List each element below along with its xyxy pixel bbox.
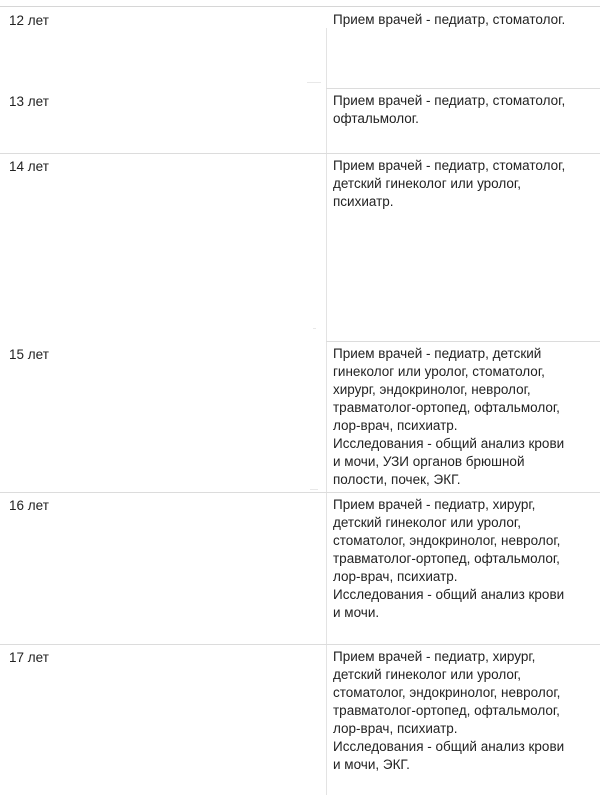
description-line: детский гинеколог или уролог,	[333, 515, 521, 530]
description-line: и мочи, УЗИ органов брюшной	[333, 454, 525, 469]
description-line: полости, почек, ЭКГ.	[333, 472, 461, 487]
description-cell	[333, 345, 588, 489]
description-line: Прием врачей - педиатр, стоматолог,	[333, 93, 566, 108]
age-cell: 12 лет	[9, 13, 49, 28]
row-divider	[0, 644, 600, 645]
description-line: травматолог-ортопед, офтальмолог,	[333, 400, 560, 415]
description-line: хирург, эндокринолог, невролог,	[333, 382, 531, 397]
description-line: Прием врачей - педиатр, стоматолог.	[333, 12, 566, 27]
description-line: Исследования - общий анализ крови	[333, 436, 565, 451]
scan-artifact	[310, 489, 318, 490]
description-line: офтальмолог.	[333, 111, 419, 126]
description-line: Исследования - общий анализ крови	[333, 739, 565, 754]
description-line: лор-врач, психиатр.	[333, 418, 458, 433]
description-line: травматолог-ортопед, офтальмолог,	[333, 703, 560, 718]
description-line: лор-врач, психиатр.	[333, 569, 458, 584]
row-divider	[0, 492, 600, 493]
scan-artifact	[313, 328, 316, 329]
description-line: стоматолог, эндокринолог, невролог,	[333, 533, 561, 548]
description-cell	[333, 11, 588, 29]
row-divider	[0, 153, 600, 154]
description-line: гинеколог или уролог, стоматолог,	[333, 364, 545, 379]
table-row	[0, 644, 600, 795]
description-line: детский гинеколог или уролог,	[333, 176, 521, 191]
description-line: Прием врачей - педиатр, стоматолог,	[333, 158, 566, 173]
description-line: детский гинеколог или уролог,	[333, 667, 521, 682]
table-row	[0, 492, 600, 644]
row-divider	[326, 88, 600, 89]
table-row	[0, 88, 600, 153]
age-cell: 17 лет	[9, 650, 49, 665]
age-cell: 16 лет	[9, 498, 49, 513]
description-line: стоматолог, эндокринолог, невролог,	[333, 685, 561, 700]
description-line: Исследования - общий анализ крови	[333, 587, 565, 602]
description-line: и мочи.	[333, 605, 380, 620]
age-cell: 15 лет	[9, 347, 49, 362]
table-row	[0, 153, 600, 341]
scan-artifact	[307, 82, 321, 83]
description-cell	[333, 157, 588, 211]
description-line: и мочи, ЭКГ.	[333, 757, 410, 772]
description-line: травматолог-ортопед, офтальмолог,	[333, 551, 560, 566]
description-line: Прием врачей - педиатр, хирург,	[333, 497, 536, 512]
row-divider	[326, 341, 600, 342]
description-cell	[333, 648, 588, 774]
description-line: Прием врачей - педиатр, детский	[333, 346, 542, 361]
description-cell	[333, 496, 588, 622]
age-cell: 14 лет	[9, 159, 49, 174]
table-row	[0, 341, 600, 492]
table-row	[0, 7, 600, 88]
age-cell: 13 лет	[9, 94, 49, 109]
description-cell	[333, 92, 588, 128]
description-line: лор-врач, психиатр.	[333, 721, 458, 736]
description-line: психиатр.	[333, 194, 394, 209]
description-line: Прием врачей - педиатр, хирург,	[333, 649, 536, 664]
